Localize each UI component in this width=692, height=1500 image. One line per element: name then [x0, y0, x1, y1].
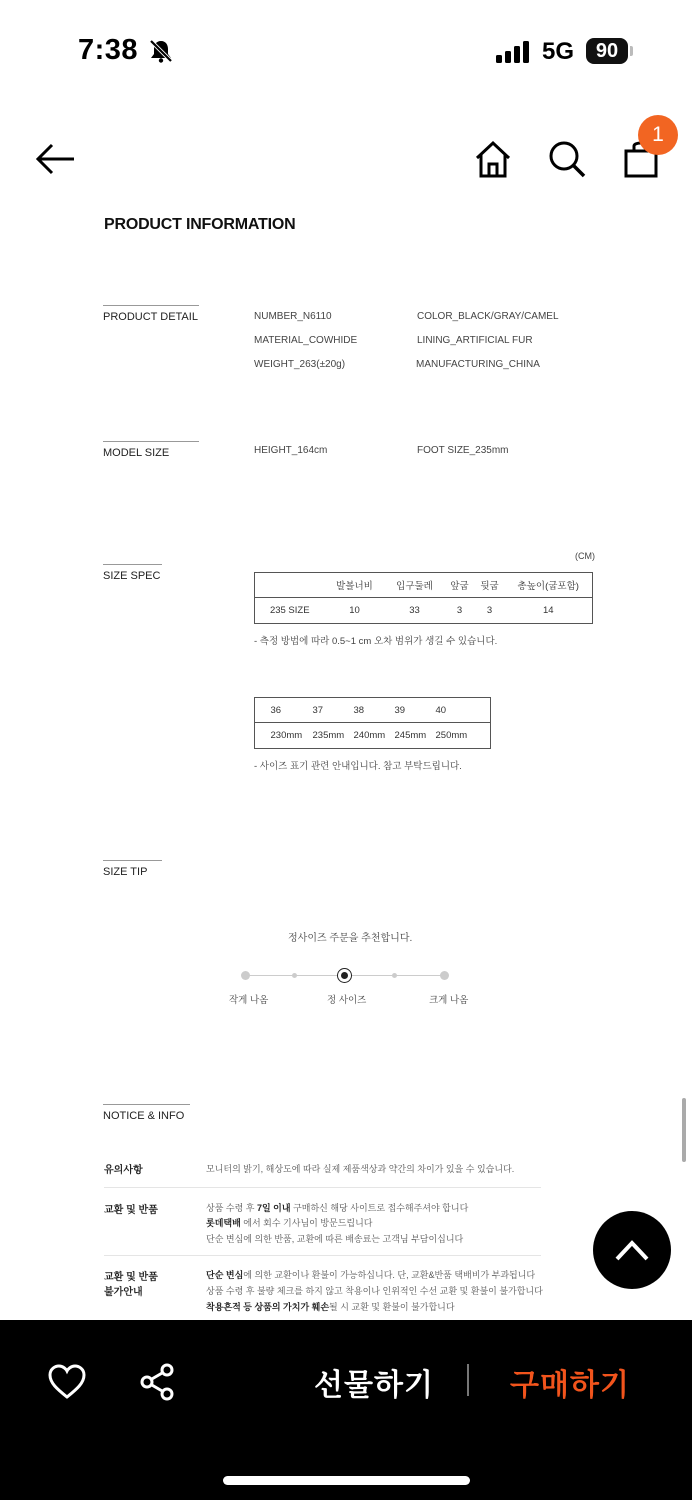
scrollbar[interactable]: [682, 1098, 686, 1162]
size-tip-selected-marker: [337, 968, 352, 983]
notice-noreturn-line-2: 상품 수령 후 불량 체크를 하지 않고 착용이나 인위적인 수선 교환 및 환불이 불가합니다: [206, 1286, 543, 1296]
table-cell: 250mm: [435, 730, 468, 741]
table-cell: 40: [435, 704, 447, 716]
section-title: PRODUCT INFORMATION: [104, 216, 296, 233]
detail-lining: LINING_ARTIFICIAL FUR: [417, 335, 533, 346]
table-row: [255, 698, 491, 723]
detail-color: COLOR_BLACK/GRAY/CAMEL: [417, 311, 559, 322]
bottom-bar-divider: [467, 1364, 469, 1396]
table-cell: 235mm: [312, 730, 345, 741]
notice-text-caution: 모니터의 밝기, 해상도에 따라 실제 제품색상과 약간의 차이가 있을 수 있습니다.: [206, 1164, 515, 1174]
notice-title-exchange: 교환 및 반품: [104, 1205, 158, 1216]
table-row: [255, 723, 491, 749]
notice-divider: [104, 1187, 541, 1188]
notice-divider: [104, 1255, 541, 1256]
status-time: 7:38: [78, 34, 139, 66]
detail-number: NUMBER_N6110: [254, 311, 332, 322]
table-header-cell: 발볼너비: [336, 581, 373, 592]
scroll-to-top-button[interactable]: [593, 1211, 671, 1289]
size-spec-note: - 측정 방법에 따라 0.5~1 cm 오차 범위가 생길 수 있습니다.: [254, 636, 498, 647]
table-header-row: [255, 573, 593, 598]
table-cell: 230mm: [270, 730, 303, 741]
notice-exchange-line-3: 단순 변심에 의한 반품, 교환에 따른 배송료는 고객님 부담이십니다: [206, 1234, 464, 1244]
home-indicator: [223, 1476, 470, 1485]
notice-noreturn-line-1: 단순 변심에 의한 교환이나 환불이 가능하십니다. 단, 교환&반품 택배비가 부과됩니다: [206, 1270, 536, 1280]
table-cell: 240mm: [353, 730, 386, 741]
size-tip-recommend: 정사이즈 주문을 추천합니다.: [288, 933, 413, 944]
detail-manufacturing: MANUFACTURING_CHINA: [416, 359, 540, 370]
notice-title-caution: 유의사항: [104, 1165, 143, 1176]
size-tip-dot: [392, 973, 397, 978]
size-unit: (CM): [575, 551, 595, 561]
app-header: [0, 110, 692, 200]
size-tip-dot: [292, 973, 297, 978]
notice-title-noreturn-2: 불가안내: [104, 1287, 143, 1298]
size-tip-dot: [440, 971, 449, 980]
back-arrow-icon[interactable]: [34, 138, 76, 180]
gift-button[interactable]: 선물하기: [314, 1369, 434, 1402]
size-spec-heading: SIZE SPEC: [103, 564, 162, 582]
battery-icon: 90: [586, 38, 628, 64]
table-cell: 38: [353, 704, 365, 716]
table-cell: 3: [456, 605, 463, 616]
size-spec-table: [254, 572, 593, 624]
search-icon[interactable]: [546, 138, 588, 180]
notice-exchange-line-2: 롯데택배 에서 회수 기사님이 방문드립니다: [206, 1218, 373, 1228]
table-header-cell: 뒷굽: [480, 581, 499, 592]
notice-exchange-line-1: 상품 수령 후 7일 이내 구매하신 해당 사이트로 접수해주셔야 합니다: [206, 1203, 469, 1213]
table-cell: 36: [270, 704, 282, 716]
battery-cap: [630, 46, 633, 56]
status-bar: [0, 0, 692, 100]
table-cell: 3: [486, 605, 493, 616]
notice-noreturn-line-3: 착용흔적 등 상품의 가치가 훼손될 시 교환 및 환불이 불가합니다: [206, 1302, 455, 1312]
table-cell: 33: [409, 605, 420, 616]
table-cell: 14: [542, 605, 554, 616]
table-cell: 235 SIZE: [269, 605, 310, 616]
cart-count-badge: 1: [638, 115, 678, 155]
table-cell: 39: [394, 704, 406, 716]
share-icon[interactable]: [138, 1362, 178, 1402]
size-tip-heading: SIZE TIP: [103, 860, 162, 878]
table-header-cell: 총높이(굽포함): [517, 581, 579, 592]
table-cell: 245mm: [394, 730, 427, 741]
model-height: HEIGHT_164cm: [254, 445, 328, 456]
size-tip-dot: [241, 971, 250, 980]
size-tip-true-label: 정 사이즈: [327, 995, 367, 1006]
bottom-action-bar: [0, 1320, 692, 1500]
detail-weight: WEIGHT_263(±20g): [254, 359, 346, 370]
signal-icon: [496, 40, 532, 64]
size-tip-large-label: 크게 나옴: [429, 995, 469, 1006]
size-tip-small-label: 작게 나옴: [229, 995, 269, 1006]
size-conversion-note: - 사이즈 표기 관련 안내입니다. 참고 부탁드립니다.: [254, 761, 462, 772]
notice-title-noreturn-1: 교환 및 반품: [104, 1272, 158, 1283]
table-header-cell: [255, 573, 325, 598]
size-conversion-table: [254, 697, 491, 749]
product-detail-heading: PRODUCT DETAIL: [103, 305, 199, 323]
chevron-up-icon: [612, 1233, 652, 1267]
model-size-heading: MODEL SIZE: [103, 441, 199, 459]
model-foot-size: FOOT SIZE_235mm: [417, 445, 509, 456]
table-header-cell: 입구둘레: [396, 581, 433, 592]
buy-button[interactable]: 구매하기: [510, 1369, 630, 1402]
heart-icon[interactable]: [47, 1362, 87, 1402]
notice-info-heading: NOTICE & INFO: [103, 1104, 190, 1122]
bell-muted-icon: [148, 38, 174, 64]
table-cell: 10: [349, 605, 360, 616]
table-row: [255, 598, 593, 624]
table-cell: 37: [312, 704, 324, 716]
detail-material: MATERIAL_COWHIDE: [254, 335, 358, 346]
network-type: 5G: [542, 38, 575, 65]
home-icon[interactable]: [472, 138, 514, 180]
table-header-cell: 앞굽: [450, 581, 469, 592]
